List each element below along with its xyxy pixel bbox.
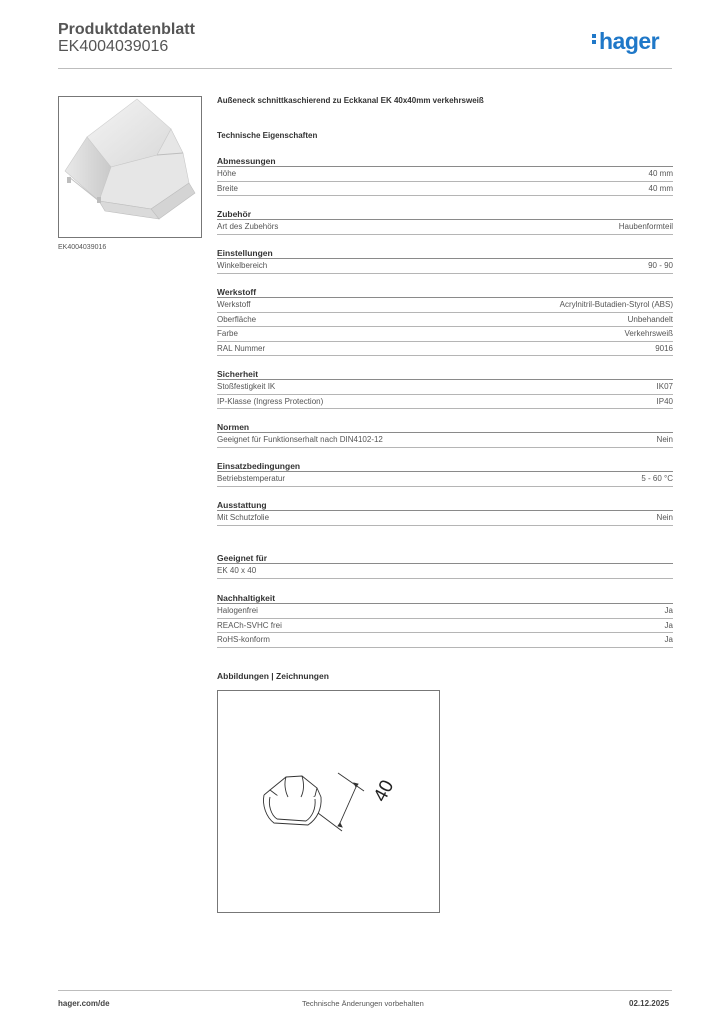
property-value: IP40 — [656, 396, 673, 406]
property-name: Oberfläche — [217, 314, 257, 324]
document-title: Produktdatenblatt — [58, 21, 195, 38]
section-title: Zubehör — [217, 208, 673, 220]
table-row — [217, 604, 673, 619]
header-divider — [58, 68, 672, 69]
property-name: RAL Nummer — [217, 343, 266, 353]
section-title: Normen — [217, 421, 673, 433]
product-name: Außeneck schnittkaschierend zu Eckkanal EK 40x40mm verkehrsweiß — [217, 96, 484, 105]
table-row — [217, 395, 673, 410]
property-value: 40 mm — [648, 183, 673, 193]
table-row — [217, 633, 673, 648]
property-name: Breite — [217, 183, 238, 193]
property-value: 40 mm — [648, 169, 673, 178]
logo-text: hager — [599, 28, 660, 54]
property-name: Höhe — [217, 169, 237, 178]
dimension-label: 40 — [369, 776, 399, 806]
section-title: Geeignet für — [217, 552, 673, 564]
property-name: Winkelbereich — [217, 261, 268, 270]
section-geeignet-fuer — [217, 552, 673, 579]
section-abmessungen — [217, 155, 673, 196]
table-row — [217, 313, 673, 328]
property-value: Ja — [664, 606, 673, 615]
drawings-heading: Abbildungen | Zeichnungen — [217, 671, 329, 681]
section-title: Einstellungen — [217, 247, 673, 259]
property-value: 9016 — [655, 343, 673, 353]
property-value: 5 - 60 °C — [641, 474, 673, 483]
product-image — [58, 96, 202, 238]
table-row — [217, 298, 673, 313]
property-value: Acrylnitril-Butadien-Styrol (ABS) — [559, 300, 673, 309]
table-row — [217, 564, 673, 579]
table-row — [217, 619, 673, 634]
section-title: Einsatzbedingungen — [217, 460, 673, 472]
property-name: Geeignet für Funktionserhalt nach DIN4102-12 — [217, 435, 383, 444]
logo-dots-icon — [592, 32, 597, 46]
property-value: Haubenformteil — [618, 222, 673, 231]
section-ausstattung — [217, 499, 673, 526]
section-title: Nachhaltigkeit — [217, 592, 673, 604]
table-row — [217, 342, 673, 357]
technical-drawing — [217, 690, 440, 913]
table-row — [217, 259, 673, 274]
property-name: RoHS-konform — [217, 635, 270, 644]
hager-logo — [592, 28, 659, 55]
footer-date: 02.12.2025 — [629, 999, 670, 1008]
table-row — [217, 327, 673, 342]
table-row — [217, 511, 673, 526]
property-value: Ja — [664, 620, 673, 630]
footer-disclaimer: Technische Änderungen vorbehalten — [302, 999, 424, 1008]
footer-website[interactable]: hager.com/de — [58, 999, 110, 1008]
footer-divider — [58, 990, 672, 991]
property-value: Nein — [656, 513, 673, 522]
property-name: REACh-SVHC frei — [217, 620, 282, 630]
section-einsatzbedingungen — [217, 460, 673, 487]
table-row — [217, 433, 673, 448]
section-sicherheit — [217, 368, 673, 409]
table-row — [217, 380, 673, 395]
table-row — [217, 472, 673, 487]
table-row — [217, 182, 673, 197]
property-name: Mit Schutzfolie — [217, 513, 270, 522]
property-value: 90 - 90 — [648, 261, 673, 270]
section-title: Ausstattung — [217, 499, 673, 511]
section-title: Sicherheit — [217, 368, 673, 380]
section-title: Werkstoff — [217, 286, 673, 298]
property-value: IK07 — [656, 382, 673, 391]
property-name: Betriebstemperatur — [217, 474, 286, 483]
property-value: Ja — [664, 635, 673, 644]
table-row — [217, 220, 673, 235]
property-value: Unbehandelt — [627, 314, 673, 324]
tech-properties-heading: Technische Eigenschaften — [217, 131, 318, 140]
property-name: Art des Zubehörs — [217, 222, 279, 231]
property-name: Stoßfestigkeit IK — [217, 382, 276, 391]
table-row — [217, 167, 673, 182]
dimension-drawing — [218, 691, 439, 912]
image-caption: EK4004039016 — [58, 244, 107, 251]
property-value: Nein — [656, 435, 673, 444]
property-name: Werkstoff — [217, 300, 251, 309]
property-value: Verkehrsweiß — [624, 329, 673, 338]
section-werkstoff — [217, 286, 673, 356]
property-name: EK 40 x 40 — [217, 566, 257, 575]
section-normen — [217, 421, 673, 448]
corner-piece-photo — [59, 97, 201, 237]
section-zubehoer — [217, 208, 673, 235]
property-name: IP-Klasse (Ingress Protection) — [217, 396, 324, 406]
property-name: Halogenfrei — [217, 606, 258, 615]
section-nachhaltigkeit — [217, 592, 673, 648]
product-code: EK4004039016 — [58, 38, 169, 55]
section-einstellungen — [217, 247, 673, 274]
section-title: Abmessungen — [217, 155, 673, 167]
property-name: Farbe — [217, 329, 238, 338]
